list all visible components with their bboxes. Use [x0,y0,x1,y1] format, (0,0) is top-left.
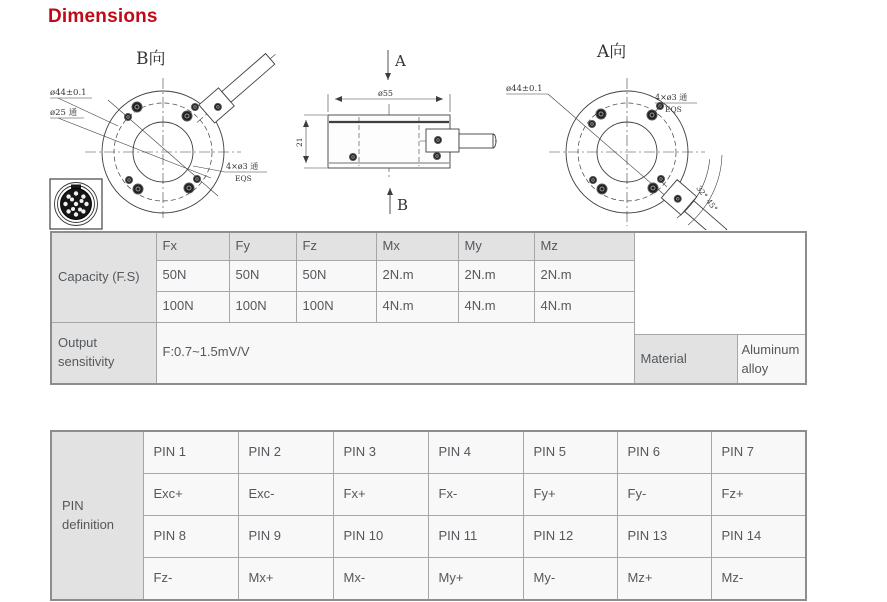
pin-cell: Exc- [238,474,333,516]
side-view-label-bottom: B [397,196,409,214]
spec-col-mx: Mx [376,232,458,260]
pin-cell: PIN 11 [428,516,523,558]
pin-table [50,430,807,601]
spec-cell: 2N.m [376,260,458,291]
right-angle-inner: 32° [694,183,710,201]
right-dim-bolt-circle: ø44±0.1 [506,84,543,94]
side-view [295,50,500,214]
spec-cell: 4N.m [534,291,634,322]
spec-col-fz: Fz [296,232,376,260]
right-angle-outer: 45° [704,196,720,214]
pin-cell: PIN 1 [143,431,238,474]
pin-cell: PIN 12 [523,516,617,558]
connector-icon [50,179,102,229]
spec-col-fx: Fx [156,232,229,260]
left-dim-bolt-circle: ø44±0.1 [50,88,87,98]
spec-cell: 2N.m [458,260,534,291]
pin-cell: Mz- [711,558,806,601]
right-dim-holes: 4×ø3 通 [655,93,688,102]
pin-cell: Fy- [617,474,711,516]
spec-cell: 100N [296,291,376,322]
side-dim-height: 21 [295,137,304,147]
pin-cell: PIN 13 [617,516,711,558]
spec-cell: 50N [229,260,296,291]
spec-material-label: Material [635,335,738,383]
pin-cell: Exc+ [143,474,238,516]
left-dim-holes: 4×ø3 通 [226,162,259,171]
right-dim-holes-eqs: EQS [665,105,682,114]
pin-cell: PIN 5 [523,431,617,474]
spec-cell: 4N.m [376,291,458,322]
spec-right-panel [634,232,806,384]
spec-capacity-header: Capacity (F.S) [51,232,156,322]
page-title: Dimensions [48,6,158,27]
left-view-label: B向 [136,49,166,69]
pin-cell: PIN 3 [333,431,428,474]
pin-cell: Fz- [143,558,238,601]
left-dim-bore: ø25 通 [50,108,78,118]
spec-empty-cell [635,233,806,335]
spec-cell: 50N [296,260,376,291]
spec-cell: 2N.m [534,260,634,291]
right-view-label: A向 [597,42,627,62]
pin-cell: Fz+ [711,474,806,516]
spec-col-fy: Fy [229,232,296,260]
pin-cell: PIN 8 [143,516,238,558]
spec-material-value: Aluminum alloy [738,335,806,383]
pin-cell: My+ [428,558,523,601]
left-dim-holes-eqs: EQS [235,174,252,183]
pin-cell: PIN 6 [617,431,711,474]
spec-col-my: My [458,232,534,260]
spec-output-value: F:0.7~1.5mV/V [156,322,634,384]
pin-cell: PIN 9 [238,516,333,558]
spec-table [50,231,807,385]
spec-cell: 50N [156,260,229,291]
left-flange-view [50,45,284,229]
pin-cell: Fy+ [523,474,617,516]
spec-cell: 4N.m [458,291,534,322]
pin-cell: PIN 2 [238,431,333,474]
pin-definition-header: PIN definition [51,431,143,600]
right-flange-view [506,42,731,230]
pin-cell: PIN 4 [428,431,523,474]
pin-cell: Mx- [333,558,428,601]
spec-col-mz: Mz [534,232,634,260]
dimension-drawings [48,38,810,230]
spec-cell: 100N [156,291,229,322]
pin-cell: Mz+ [617,558,711,601]
pin-cell: Fx+ [333,474,428,516]
pin-cell: PIN 14 [711,516,806,558]
spec-cell: 100N [229,291,296,322]
pin-cell: PIN 10 [333,516,428,558]
pin-cell: PIN 7 [711,431,806,474]
side-dim-diameter: ø55 [378,89,393,98]
side-view-label-top: A [395,52,406,70]
pin-cell: Mx+ [238,558,333,601]
pin-cell: Fx- [428,474,523,516]
spec-output-header: Output sensitivity [51,322,156,384]
pin-cell: My- [523,558,617,601]
